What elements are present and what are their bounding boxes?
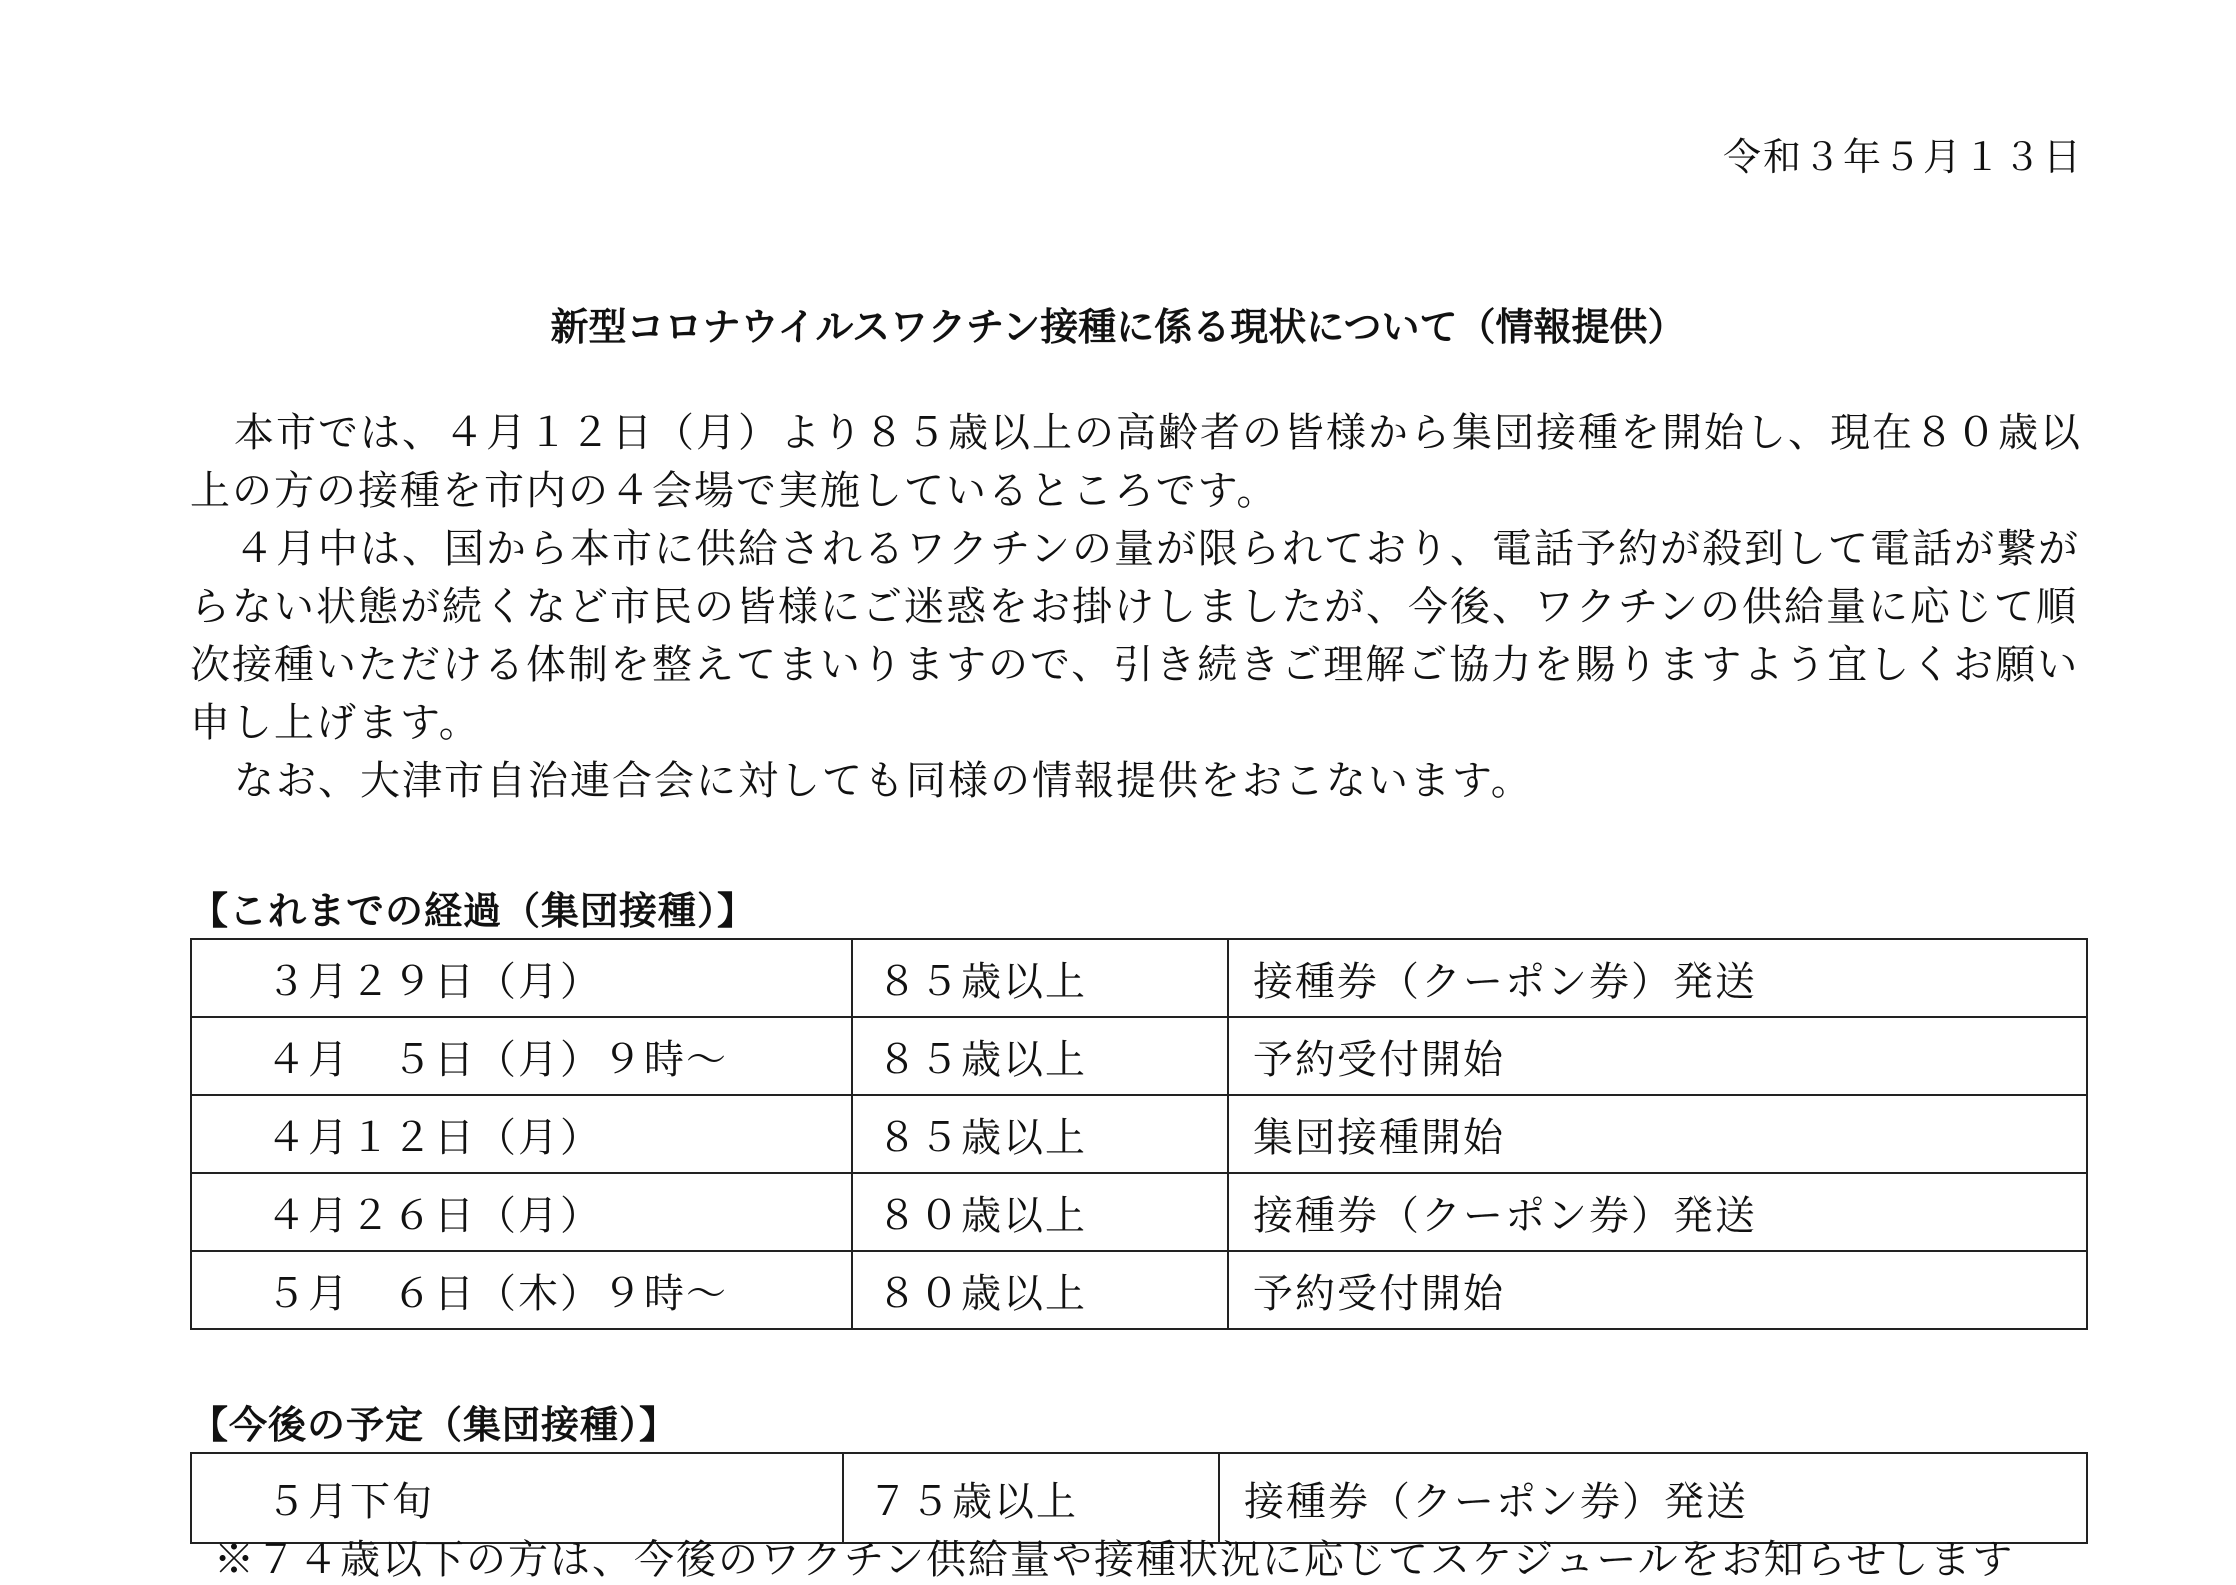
date-cell: ５月 ６日（木）９時～ bbox=[191, 1251, 852, 1329]
event-cell: 予約受付開始 bbox=[1228, 1251, 2087, 1329]
age-cell: ７５歳以上 bbox=[843, 1453, 1219, 1543]
table-row bbox=[191, 1095, 2087, 1173]
table-row bbox=[191, 1251, 2087, 1329]
paragraph: なお、大津市自治連合会に対しても同様の情報提供をおこないます。 bbox=[234, 758, 1533, 804]
event-cell: 予約受付開始 bbox=[1228, 1017, 2087, 1095]
age-cell: ８５歳以上 bbox=[852, 1017, 1228, 1095]
table-row bbox=[191, 1017, 2087, 1095]
date-cell: ５月下旬 bbox=[191, 1453, 843, 1543]
document-title: 新型コロナウイルスワクチン接種に係る現状について（情報提供） bbox=[550, 305, 1686, 349]
paragraph: 本市では、４月１２日（月）より８５歳以上の高齢者の皆様から集団接種を開始し、現在８０歳以上の方の接種を市内の４会場で実施しているところです。 bbox=[190, 410, 2082, 514]
age-cell: ８０歳以上 bbox=[852, 1251, 1228, 1329]
date-cell: ４月 ５日（月）９時～ bbox=[191, 1017, 852, 1095]
body-text bbox=[190, 404, 2088, 810]
history-heading: 【これまでの経過（集団接種）】 bbox=[190, 889, 757, 933]
age-cell: ８０歳以上 bbox=[852, 1173, 1228, 1251]
age-cell: ８５歳以上 bbox=[852, 1095, 1228, 1173]
event-cell: 集団接種開始 bbox=[1228, 1095, 2087, 1173]
history-table bbox=[190, 938, 2088, 1330]
date-cell: ３月２９日（月） bbox=[191, 939, 852, 1017]
event-cell: 接種券（クーポン券）発送 bbox=[1228, 939, 2087, 1017]
table-row bbox=[191, 1173, 2087, 1251]
event-cell: 接種券（クーポン券）発送 bbox=[1228, 1173, 2087, 1251]
event-cell: 接種券（クーポン券）発送 bbox=[1219, 1453, 2087, 1543]
document-date: 令和３年５月１３日 bbox=[1722, 135, 2083, 179]
date-cell: ４月１２日（月） bbox=[191, 1095, 852, 1173]
table-row bbox=[191, 939, 2087, 1017]
date-cell: ４月２６日（月） bbox=[191, 1173, 852, 1251]
age-cell: ８５歳以上 bbox=[852, 939, 1228, 1017]
footnote: ※７４歳以下の方は、今後のワクチン供給量や接種状況に応じてスケジュールをお知らせします bbox=[214, 1537, 2015, 1583]
plan-heading: 【今後の予定（集団接種）】 bbox=[190, 1403, 679, 1447]
paragraph: ４月中は、国から本市に供給されるワクチンの量が限られており、電話予約が殺到して電話が繋がらない状態が続くなど市民の皆様にご迷惑をお掛けしましたが、今後、ワクチンの供給量に応じて順次接種いただける体制を整えてまいりますので、引き続きご理解ご協力を賜りますよう宜しくお願い申し上げます。 bbox=[190, 526, 2080, 746]
